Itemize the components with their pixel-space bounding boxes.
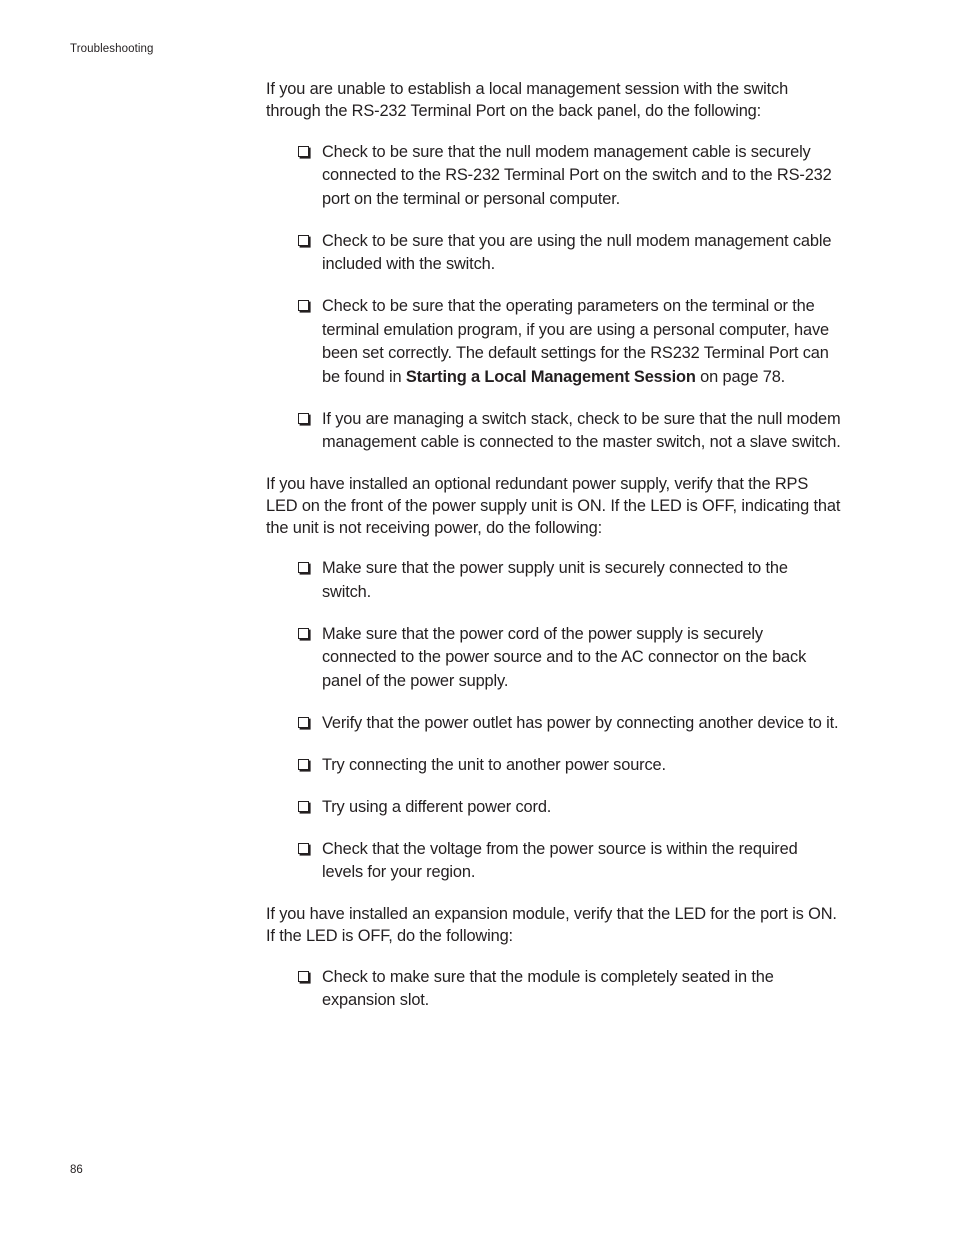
list-item-text-before: Check to be sure that the operating parameters on the terminal or the terminal emulation program, if you are using a personal computer, have been set correctly. The default settings for the RS232 Terminal Port can be found in	[322, 297, 829, 386]
list-item	[266, 141, 841, 212]
list-item	[266, 230, 841, 277]
list-item	[266, 557, 841, 604]
list-item-text: Check to be sure that you are using the null modem management cable included with the switch.	[322, 231, 832, 274]
list-item-text: Check to be sure that the null modem management cable is securely connected to the RS-232 Terminal Port on the switch and to the RS-232 port on the terminal or personal computer.	[322, 142, 832, 208]
checklist-expansion	[266, 966, 841, 1013]
list-item-text	[322, 297, 829, 386]
list-item-text: If you are managing a switch stack, check to be sure that the null modem management cable is connected to the master switch, not a slave switch.	[322, 409, 841, 452]
page-body	[266, 78, 841, 1031]
checkbox-icon	[298, 843, 309, 854]
list-item-text: Verify that the power outlet has power by connecting another device to it.	[322, 713, 839, 732]
checkbox-icon	[298, 759, 309, 770]
checkbox-icon	[298, 562, 309, 573]
list-item	[266, 838, 841, 885]
list-item	[266, 966, 841, 1013]
list-item	[266, 408, 841, 455]
cross-reference-link[interactable]: Starting a Local Management Session	[405, 367, 696, 386]
checkbox-icon	[298, 628, 309, 639]
list-item-text: Check that the voltage from the power source is within the required levels for your region.	[322, 839, 798, 882]
list-item-text: Try connecting the unit to another power source.	[322, 755, 666, 774]
checkbox-icon	[298, 801, 309, 812]
list-item-text: Make sure that the power cord of the power supply is securely connected to the power source and to the AC connector on the back panel of the power supply.	[322, 624, 807, 690]
checklist-rps	[266, 557, 841, 885]
checkbox-icon	[298, 300, 309, 311]
list-item	[266, 295, 841, 389]
checklist-rs232	[266, 141, 841, 455]
list-item-text: Make sure that the power supply unit is securely connected to the switch.	[322, 559, 788, 601]
list-item	[266, 796, 841, 820]
checkbox-icon	[298, 971, 309, 982]
list-item	[266, 712, 841, 736]
list-item	[266, 623, 841, 694]
list-item-text: Check to make sure that the module is completely seated in the expansion slot.	[322, 967, 774, 1010]
list-item	[266, 754, 841, 778]
running-header: Troubleshooting	[70, 43, 154, 55]
list-item-text: Try using a different power cord.	[322, 797, 552, 816]
checkbox-icon	[298, 413, 309, 424]
checkbox-icon	[298, 146, 309, 157]
checkbox-icon	[298, 235, 309, 246]
checkbox-icon	[298, 717, 309, 728]
list-item-text-after: on page 78.	[695, 367, 786, 386]
section-intro-rs232: If you are unable to establish a local management session with the switch through the RS-232 Terminal Port on the back panel, do the following:	[266, 80, 789, 121]
section-intro-rps: If you have installed an optional redundant power supply, verify that the RPS LED on the front of the power supply unit is ON. If the LED is OFF, indicating that the unit is not receiving power, do the following:	[266, 474, 841, 538]
section-intro-expansion: If you have installed an expansion module, verify that the LED for the port is ON. If the LED is OFF, do the following:	[266, 904, 837, 946]
page-number: 86	[70, 1164, 83, 1176]
